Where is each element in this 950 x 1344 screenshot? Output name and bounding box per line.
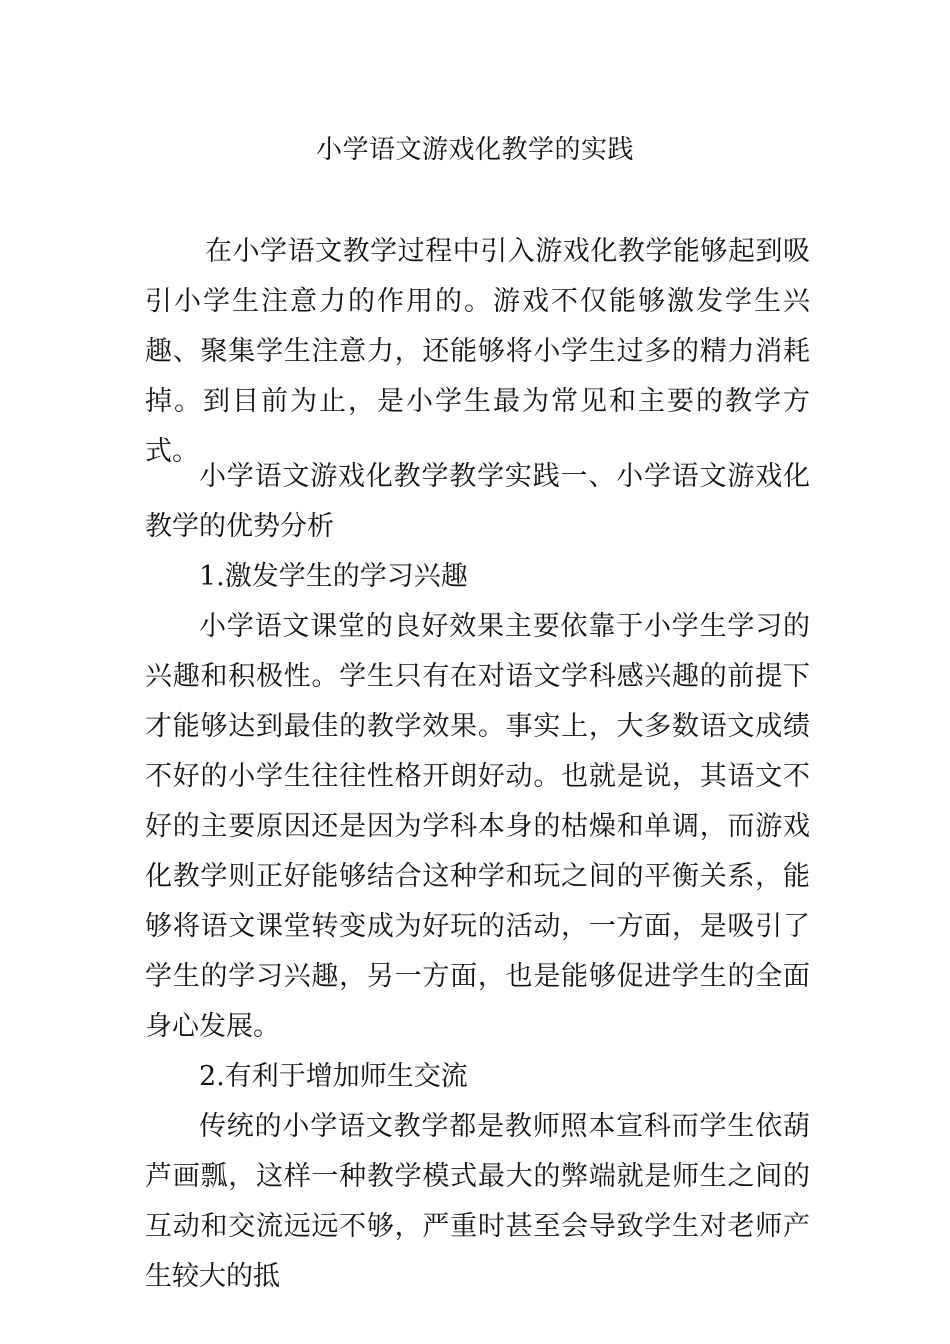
section-heading: 小学语文游戏化教学教学实践一、小学语文游戏化教学的优势分析 — [145, 461, 810, 542]
document-title: 小学语文游戏化教学的实践 — [315, 135, 634, 165]
intro-block — [145, 227, 810, 477]
subheading-1: 1.激发学生的学习兴趣 — [199, 561, 468, 592]
subheading-2: 2.有利于增加师生交流 — [199, 1061, 468, 1092]
body-block — [145, 452, 810, 1302]
paragraph-communication: 传统的小学语文教学都是教师照本宣科而学生依葫芦画瓢，这样一种教学模式最大的弊端就是师生之间的互动和交流远远不够，严重时甚至会导致学生对老师产生较大的抵 — [145, 1111, 810, 1292]
paragraph-interest: 小学语文课堂的良好效果主要依靠于小学生学习的兴趣和积极性。学生只有在对语文学科感兴趣的前提下才能够达到最佳的教学效果。事实上，大多数语文成绩不好的小学生往往性格开朗好动。也就是说，其语文不好的主要原因还是因为学科本身的枯燥和单调，而游戏化教学则正好能够结合这种学和玩之间的平衡关系，能够将语文课堂转变成为好玩的活动，一方面，是吸引了学生的学习兴趣，另一方面，也是能够促进学生的全面身心发展。 — [145, 611, 810, 1042]
paragraph-intro: 在小学语文教学过程中引入游戏化教学能够起到吸引小学生注意力的作用的。游戏不仅能够激发学生兴趣、聚集学生注意力，还能够将小学生过多的精力消耗掉。到目前为止，是小学生最为常见和主要的教学方式。 — [145, 236, 810, 467]
